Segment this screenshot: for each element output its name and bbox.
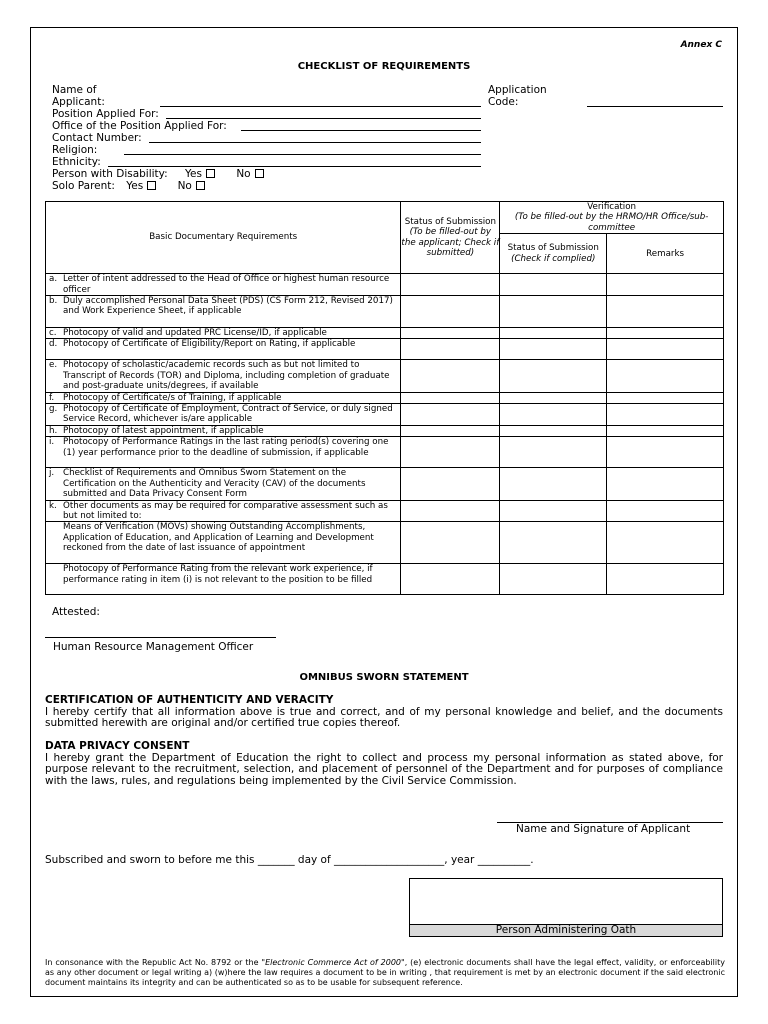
requirement-cell [46,404,401,426]
requirement-text: Photocopy of scholastic/academic records such as but not limited to Transcript of Records (TOR) and Diploma, including completion of graduate and post-graduate units/degrees, if available [63,360,390,392]
remarks-cell[interactable] [607,564,724,595]
remarks-cell[interactable] [607,392,724,403]
name-field[interactable] [160,96,481,107]
requirement-cell [46,437,401,468]
cav-text: I hereby certify that all information above is true and correct, and of my personal knowledge and belief, and the documents submitted herewith are original and/or certified true copies thereof. [45,705,723,730]
requirement-cell [46,425,401,436]
table-row [46,437,724,468]
contact-label: Contact Number: [52,132,142,144]
verif-status-cell[interactable] [500,296,607,328]
verification-title: Verification [587,202,637,212]
name-label-top: Name of [52,84,97,96]
pwd-label: Person with Disability: [52,168,168,180]
requirement-letter: d. [49,339,58,350]
requirement-text: Letter of intent addressed to the Head of Office or highest human resource officer [63,274,390,295]
remarks-header: Remarks [607,234,724,274]
omnibus-title: OMNIBUS SWORN STATEMENT [299,672,469,683]
table-row [46,564,724,595]
basic-requirements-header: Basic Documentary Requirements [46,202,401,274]
applicant-status-cell[interactable] [401,274,500,296]
requirement-cell [46,392,401,403]
footer-pre: In consonance with the Republic Act No. 8792 or the [45,958,262,967]
requirement-letter: i. [49,437,55,448]
table-row [46,360,724,392]
verif-status-cell[interactable] [500,328,607,339]
table-row [46,468,724,500]
pwd-yes-label: Yes [185,168,202,180]
requirement-letter: j. [49,468,55,479]
position-label: Position Applied For: [52,108,159,120]
remarks-cell[interactable] [607,274,724,296]
verif-status-cell[interactable] [500,404,607,426]
requirement-cell [46,360,401,392]
verif-status-note: (Check if complied) [511,253,596,264]
requirement-cell [46,328,401,339]
applicant-signature-label: Name and Signature of Applicant [516,823,691,835]
oath-label: Person Administering Oath [410,924,722,936]
oath-signature-box[interactable] [409,878,723,937]
hrmo-signature-line[interactable] [45,637,276,638]
status-header-title: Status of Submission [404,216,496,227]
requirement-letter: c. [49,328,57,339]
verif-status-cell[interactable] [500,522,607,564]
attested-label: Attested: [52,606,100,618]
ethnicity-label: Ethnicity: [52,156,101,168]
dpc-text: I hereby grant the Department of Education the right to collect and process my personal information as stated above, for purpose relevant to the recruitment, selection, and placement of personnel of the Department and for purposes of compliance with the laws, rules, and regulations being implemented by the Civil Service Commission. [45,751,723,787]
solo-yes-checkbox[interactable] [147,181,156,190]
solo-no-label: No [177,180,192,192]
status-header [401,202,500,274]
requirement-letter: a. [49,274,58,285]
table-row [46,392,724,403]
requirement-letter [49,522,63,553]
applicant-status-cell[interactable] [401,296,500,328]
applicant-status-cell[interactable] [401,360,500,392]
requirement-letter: g. [49,404,58,415]
remarks-cell[interactable] [607,468,724,500]
requirement-cell [46,500,401,522]
hrmo-label: Human Resource Management Officer [53,641,254,653]
pwd-yes-checkbox[interactable] [206,169,215,178]
table-row [46,339,724,360]
applicant-fields [52,84,264,192]
requirement-letter: k. [49,500,57,511]
requirement-text: Photocopy of latest appointment, if applicable [63,425,264,436]
requirement-cell [46,339,401,360]
contact-field[interactable] [149,132,481,143]
ethnicity-field[interactable] [108,156,481,167]
remarks-cell[interactable] [607,404,724,426]
requirement-cell [46,522,401,564]
applicant-status-cell[interactable] [401,392,500,403]
verif-status-header [500,234,607,274]
table-row [46,500,724,522]
dpc-title: DATA PRIVACY CONSENT [45,740,190,752]
applicant-status-cell[interactable] [401,468,500,500]
applicant-status-cell[interactable] [401,425,500,436]
app-code-label-top: Application [488,84,547,96]
position-field[interactable] [166,108,481,119]
remarks-cell[interactable] [607,425,724,436]
requirement-letter: e. [49,360,58,371]
requirement-text: Photocopy of valid and updated PRC License/ID, if applicable [63,328,327,339]
verif-status-cell[interactable] [500,564,607,595]
religion-label: Religion: [52,144,98,156]
verif-status-cell[interactable] [500,500,607,522]
verif-status-cell[interactable] [500,437,607,468]
page-title: CHECKLIST OF REQUIREMENTS [297,61,471,72]
status-header-note: (To be filled-out by the applicant; Check if submitted) [401,227,500,259]
remarks-cell[interactable] [607,437,724,468]
table-row [46,425,724,436]
table-row [46,328,724,339]
requirement-cell [46,274,401,296]
remarks-cell[interactable] [607,522,724,564]
applicant-status-cell[interactable] [401,522,500,564]
subscribed-statement: Subscribed and sworn to before me this _______ day of _____________________, year __________. [45,854,534,866]
requirement-text: Photocopy of Performance Rating from the relevant work experience, if performance rating in item (i) is not relevant to the position to be filled [63,564,373,585]
requirement-text: Duly accomplished Personal Data Sheet (PDS) (CS Form 212, Revised 2017) and Work Experience Sheet, if applicable [63,296,393,317]
applicant-status-cell[interactable] [401,339,500,360]
verif-status-cell[interactable] [500,392,607,403]
requirements-table [45,201,724,595]
cav-section [45,695,723,730]
requirement-text: Means of Verification (MOVs) showing Outstanding Accomplishments, Application of Education, and Application of Learning and Development reckoned from the date of last issuance of appointment [63,522,374,554]
solo-yes-label: Yes [126,180,144,192]
requirement-letter [49,564,63,585]
requirement-text: Photocopy of Certificate of Employment, Contract of Service, or duly signed Service Record, whichever is/are applicable [63,404,393,425]
verif-status-cell[interactable] [500,274,607,296]
verif-status-cell[interactable] [500,339,607,360]
requirement-letter: h. [49,425,58,436]
requirement-text: Photocopy of Certificate of Eligibility/Report on Rating, if applicable [63,339,356,350]
requirement-text: Photocopy of Certificate/s of Training, if applicable [63,392,282,403]
app-code-field[interactable] [587,96,723,107]
app-code-label: Code: [488,96,519,108]
remarks-cell[interactable] [607,296,724,328]
applicant-status-cell[interactable] [401,564,500,595]
table-row [46,404,724,426]
requirement-cell [46,468,401,500]
remarks-cell[interactable] [607,500,724,522]
remarks-cell[interactable] [607,339,724,360]
verification-note: (To be filled-out by the HRMO/HR Office/sub-committee [514,212,709,233]
applicant-status-cell[interactable] [401,404,500,426]
religion-field[interactable] [124,144,481,155]
pwd-no-checkbox[interactable] [255,169,264,178]
remarks-cell[interactable] [607,328,724,339]
applicant-status-cell[interactable] [401,437,500,468]
requirement-text: Photocopy of Performance Ratings in the last rating period(s) covering one (1) year performance prior to the deadline of submission, if applicable [63,437,389,458]
footer-note [45,958,725,988]
table-row [46,274,724,296]
requirement-letter: b. [49,296,58,307]
applicant-status-cell[interactable] [401,328,500,339]
remarks-cell[interactable] [607,360,724,392]
requirement-cell [46,296,401,328]
requirement-text: Other documents as may be required for comparative assessment such as but not limited to: [63,500,388,521]
office-label: Office of the Position Applied For: [52,120,227,132]
footer-act-name: "Electronic Commerce Act of 2000" [261,958,405,967]
requirement-cell [46,564,401,595]
annex-label: Annex C [680,40,722,50]
table-row [46,296,724,328]
table-row [46,522,724,564]
verif-status-cell[interactable] [500,360,607,392]
cav-title: CERTIFICATION OF AUTHENTICITY AND VERACITY [45,694,334,706]
office-field[interactable] [241,120,481,131]
requirement-letter: f. [49,392,55,403]
verif-status-cell[interactable] [500,468,607,500]
requirement-text: Checklist of Requirements and Omnibus Sworn Statement on the Certification on the Authenticity and Veracity (CAV) of the documents submitted and Data Privacy Consent Form [63,468,366,500]
data-privacy-section [45,741,723,787]
verification-header [500,202,724,234]
footer-post: , (e) electronic documents shall have the legal effect, validity, or enforceability as any other document or legal writing a) (w)here the law requires a document to be in writing , that requirement is met by an electronic document if the said electronic document maintains its integrity and can be authenticated so as to be usable for subsequent reference. [45,958,725,987]
application-code [488,84,547,108]
verif-status-cell[interactable] [500,425,607,436]
verif-status-title: Status of Submission [507,243,599,254]
applicant-status-cell[interactable] [401,500,500,522]
pwd-no-label: No [236,168,251,180]
solo-label: Solo Parent: [52,180,115,192]
name-label: Applicant: [52,96,105,108]
solo-no-checkbox[interactable] [196,181,205,190]
